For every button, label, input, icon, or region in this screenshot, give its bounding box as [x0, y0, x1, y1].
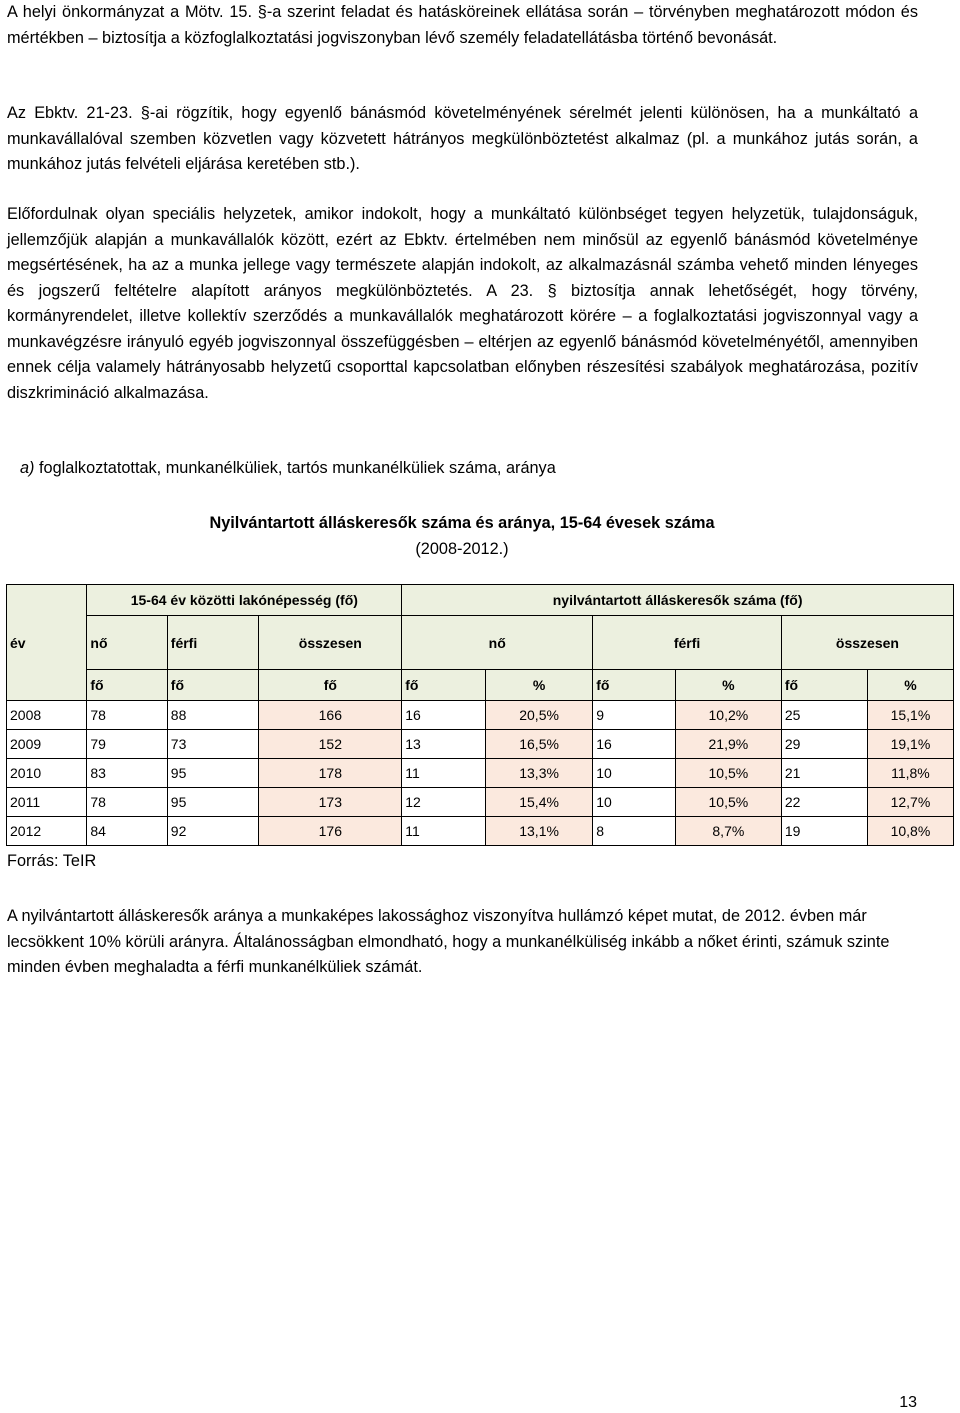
- table-cell: 10,5%: [675, 788, 781, 817]
- table-title: [0, 510, 924, 562]
- table-row: [7, 759, 954, 788]
- table-cell: 10: [593, 788, 676, 817]
- table-row: [7, 788, 954, 817]
- row-year-cell: 2009: [7, 730, 87, 759]
- table-cell: 10,5%: [675, 759, 781, 788]
- table-title-years: (2008-2012.): [415, 540, 509, 558]
- table-cell: 84: [87, 817, 167, 846]
- paragraph-summary: A nyilvántartott álláskeresők aránya a munkaképes lakossághoz viszonyítva hullámzó képet mutat, de 2012. évben már lecsökkent 10% körüli arányra. Általánosságban elmondható, hogy a munkanélküliség inkább a nőket érinti, számuk szinte minden évben meghaladta a férfi munkanélküliek számát.: [7, 907, 890, 976]
- table-cell: 9: [593, 701, 676, 730]
- source-note: Forrás: TeIR: [7, 852, 97, 870]
- paragraph-motv: A helyi önkormányzat a Mötv. 15. §-a szerint feladat és hatásköreinek ellátása során – törvényben meghatározott módon és mértékben – biztosítja a közfoglalkoztatási jogviszonyban lévő személy feladatellátásba történő bevonását.: [7, 3, 918, 47]
- unit-header: %: [867, 670, 953, 701]
- table-cell: 10,8%: [867, 817, 953, 846]
- paragraph-special-situations: Előfordulnak olyan speciális helyzetek, amikor indokolt, hogy a munkáltató különbséget tegyen helyzetük, tulajdonságuk, jellemzőjük alapján a munkavállalók között, ezért az Ebktv. értelmében nem minősül az egyenlő bánásmód követelménye megsértésének, ha az a munka jellege vagy természete alapján indokolt, az alkalmazásnál számba vehető minden lényeges és jogszerű feltételre alapított arányos megkülönböztetés. A 23. § biztosítja annak lehetőségét, hogy törvény, kormányrendelet, illetve kollektív szerződés a munkavállalók meghatározott körére – a foglalkoztatási jogviszonnyal vagy a munkavégzésre irányuló egyéb jogviszonnyal összefüggésben – eltérjen az egyenlő bánásmód követelményétől, amennyiben ennek célja valamely hátrányosabb helyzetű csoporttal kapcsolatban előnyben részesítési szabályok meghatározása, pozitív diszkrimináció alkalmazása.: [7, 205, 918, 402]
- table-title-main: Nyilvántartott álláskeresők száma és aránya, 15-64 évesek száma: [209, 514, 715, 532]
- table-unit-header-row: [7, 670, 954, 701]
- header-male: férfi: [167, 616, 259, 670]
- table-cell: 16,5%: [486, 730, 593, 759]
- header-js-total: összesen: [781, 616, 953, 670]
- table-cell: 15,4%: [486, 788, 593, 817]
- table-cell: 15,1%: [867, 701, 953, 730]
- header-total: összesen: [259, 616, 402, 670]
- table-cell: 8: [593, 817, 676, 846]
- header-population-group: 15-64 év közötti lakónépesség (fő): [87, 585, 402, 616]
- subheading: [20, 456, 556, 481]
- header-female: nő: [87, 616, 167, 670]
- row-year-cell: 2008: [7, 701, 87, 730]
- header-cell-empty: [7, 585, 87, 616]
- unit-header: fő: [781, 670, 867, 701]
- unit-header: fő: [593, 670, 676, 701]
- table-group-header-row: [7, 585, 954, 616]
- header-cell-empty: [7, 670, 87, 701]
- table-cell: 8,7%: [675, 817, 781, 846]
- table-cell: 83: [87, 759, 167, 788]
- table-cell: 29: [781, 730, 867, 759]
- table-cell: 173: [259, 788, 402, 817]
- table-cell: 88: [167, 701, 259, 730]
- table-cell: 12: [402, 788, 486, 817]
- table-cell: 78: [87, 788, 167, 817]
- table-cell: 10: [593, 759, 676, 788]
- table-cell: 19: [781, 817, 867, 846]
- unit-header: %: [486, 670, 593, 701]
- table-cell: 178: [259, 759, 402, 788]
- row-year-cell: 2010: [7, 759, 87, 788]
- table-cell: 78: [87, 701, 167, 730]
- table-cell: 13,3%: [486, 759, 593, 788]
- unit-header: fő: [259, 670, 402, 701]
- row-year-cell: 2011: [7, 788, 87, 817]
- jobseekers-table: [6, 584, 954, 846]
- page-number: 13: [899, 1394, 917, 1411]
- table-cell: 11,8%: [867, 759, 953, 788]
- header-js-female: nő: [402, 616, 593, 670]
- table-cell: 13: [402, 730, 486, 759]
- table-cell: 16: [593, 730, 676, 759]
- subheading-letter: a): [20, 459, 35, 477]
- table-cell: 73: [167, 730, 259, 759]
- table-cell: 21,9%: [675, 730, 781, 759]
- table-cell: 152: [259, 730, 402, 759]
- header-jobseekers-group: nyilvántartott álláskeresők száma (fő): [402, 585, 954, 616]
- table-cell: 92: [167, 817, 259, 846]
- table-cell: 166: [259, 701, 402, 730]
- table-cell: 20,5%: [486, 701, 593, 730]
- unit-header: fő: [402, 670, 486, 701]
- table-cell: 13,1%: [486, 817, 593, 846]
- table-cell: 22: [781, 788, 867, 817]
- table-cell: 19,1%: [867, 730, 953, 759]
- table-cell: 79: [87, 730, 167, 759]
- table-cell: 95: [167, 788, 259, 817]
- table-row: [7, 817, 954, 846]
- table-cell: 10,2%: [675, 701, 781, 730]
- header-year: év: [7, 616, 87, 670]
- table-cell: 21: [781, 759, 867, 788]
- table-column-header-row: [7, 616, 954, 670]
- row-year-cell: 2012: [7, 817, 87, 846]
- table-cell: 12,7%: [867, 788, 953, 817]
- table-cell: 95: [167, 759, 259, 788]
- table-row: [7, 730, 954, 759]
- header-js-male: férfi: [593, 616, 782, 670]
- table-cell: 16: [402, 701, 486, 730]
- paragraph-ebktv-21-23: Az Ebktv. 21-23. §-ai rögzítik, hogy egyenlő bánásmód követelményének sérelmét jelenti különösen, ha a munkáltató a munkavállalóval szemben közvetlen vagy közvetett hátrányos megkülönböztetést alkalmaz (pl. a munkához jutás során, a munkához jutás felvételi eljárása keretében stb.).: [7, 104, 918, 173]
- table-row: [7, 701, 954, 730]
- unit-header: %: [675, 670, 781, 701]
- unit-header: fő: [167, 670, 259, 701]
- unit-header: fő: [87, 670, 167, 701]
- table-cell: 176: [259, 817, 402, 846]
- table-cell: 11: [402, 759, 486, 788]
- table-cell: 11: [402, 817, 486, 846]
- table-cell: 25: [781, 701, 867, 730]
- subheading-text: foglalkoztatottak, munkanélküliek, tartós munkanélküliek száma, aránya: [34, 459, 556, 477]
